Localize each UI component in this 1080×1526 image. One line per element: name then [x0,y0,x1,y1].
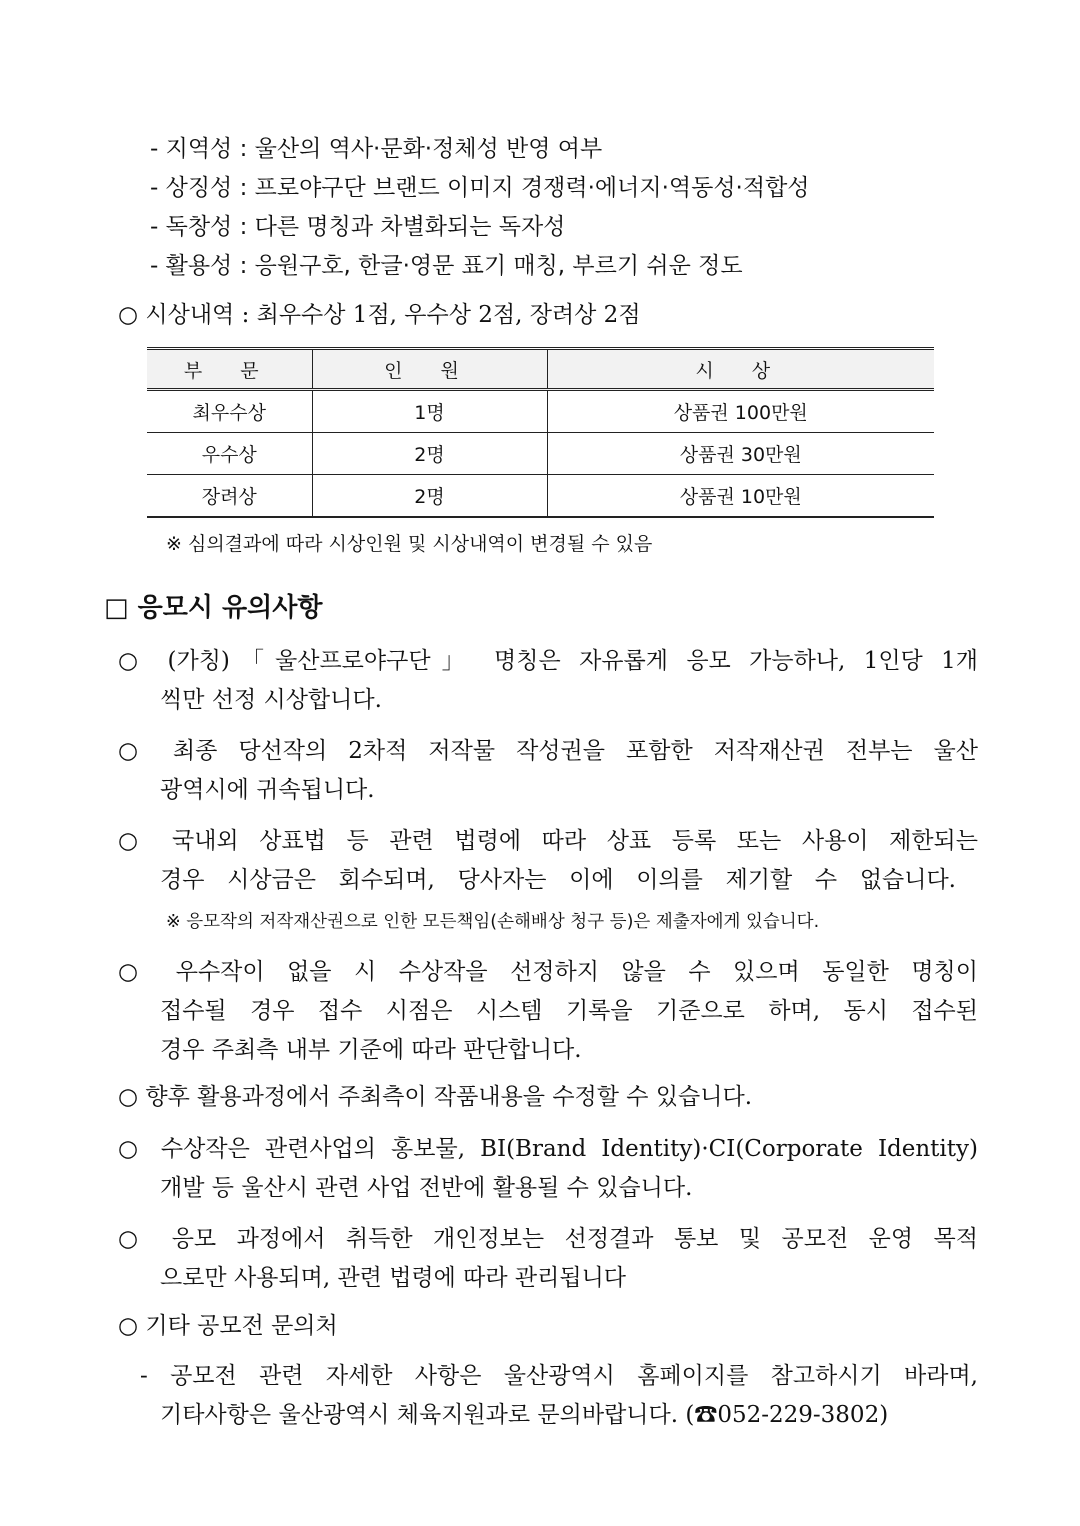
header-count: 인 원 [312,349,547,390]
notice-7-line-1: ○ 응모 과정에서 취득한 개인정보는 선정결과 통보 및 공모전 운영 목적 [118,1226,978,1252]
table-row [147,433,934,475]
notice-1-line-2: 씩만 선정 시상합니다. [160,687,382,713]
award-category: 우수상 [147,433,312,475]
notice-8-detail-2: 기타사항은 울산광역시 체육지원과로 문의바랍니다. (☎052-229-3802) [160,1402,889,1428]
criteria-usability: - 활용성 : 응원구호, 한글·영문 표기 매칭, 부르기 쉬운 정도 [150,253,743,279]
notice-4-line-3: 경우 주최측 내부 기준에 따라 판단합니다. [160,1037,582,1063]
section-title: □ 응모시 유의사항 [104,593,323,623]
header-category: 부 문 [147,349,312,390]
award-category: 최우수상 [147,390,312,433]
award-count: 1명 [312,390,547,433]
criteria-originality: - 독창성 : 다른 명칭과 차별화되는 독자성 [150,214,566,240]
table-row [147,475,934,518]
table-row [147,390,934,433]
notice-3-note: ※ 응모작의 저작재산권으로 인한 모든책임(손해배상 청구 등)은 제출자에게 있습니다. [166,912,820,932]
notice-2-line-2: 광역시에 귀속됩니다. [160,777,375,803]
award-prize: 상품권 100만원 [547,390,934,433]
notice-4-line-1: ○ 우수작이 없을 시 수상작을 선정하지 않을 수 있으며 동일한 명칭이 [118,959,978,985]
award-count: 2명 [312,433,547,475]
awards-summary: ○ 시상내역 : 최우수상 1점, 우수상 2점, 장려상 2점 [118,302,641,328]
criteria-symbolic: - 상징성 : 프로야구단 브랜드 이미지 경쟁력·에너지·역동성·적합성 [150,175,810,201]
notice-2-line-1: ○ 최종 당선작의 2차적 저작물 작성권을 포함한 저작재산권 전부는 울산 [118,738,978,764]
notice-1-line-1: ○ (가칭)「울산프로야구단」 명칭은 자유롭게 응모 가능하나, 1인당 1개 [118,648,978,674]
notice-8-line-1: ○ 기타 공모전 문의처 [118,1313,338,1339]
header-prize: 시 상 [547,349,934,390]
award-category: 장려상 [147,475,312,518]
award-table [147,347,934,518]
notice-6-line-1: ○ 수상작은 관련사업의 홍보물, BI(Brand Identity)·CI(Corporate Identity) [118,1136,978,1162]
notice-6-line-2: 개발 등 울산시 관련 사업 전반에 활용될 수 있습니다. [160,1175,693,1201]
criteria-regional: - 지역성 : 울산의 역사·문화·정체성 반영 여부 [150,136,603,162]
notice-3-line-1: ○ 국내외 상표법 등 관련 법령에 따라 상표 등록 또는 사용이 제한되는 [118,828,978,854]
award-note: ※ 심의결과에 따라 시상인원 및 시상내역이 변경될 수 있음 [166,533,653,555]
notice-7-line-2: 으로만 사용되며, 관련 법령에 따라 관리됩니다 [160,1265,627,1291]
award-prize: 상품권 30만원 [547,433,934,475]
notice-3-line-2: 경우 시상금은 회수되며, 당사자는 이에 이의를 제기할 수 없습니다. [160,867,956,893]
notice-8-detail-1: - 공모전 관련 자세한 사항은 울산광역시 홈페이지를 참고하시기 바라며, [140,1363,978,1389]
award-table-header [147,349,934,390]
notice-5-line-1: ○ 향후 활용과정에서 주최측이 작품내용을 수정할 수 있습니다. [118,1084,753,1110]
award-prize: 상품권 10만원 [547,475,934,518]
award-count: 2명 [312,475,547,518]
notice-4-line-2: 접수될 경우 접수 시점은 시스템 기록을 기준으로 하며, 동시 접수된 [160,998,978,1024]
